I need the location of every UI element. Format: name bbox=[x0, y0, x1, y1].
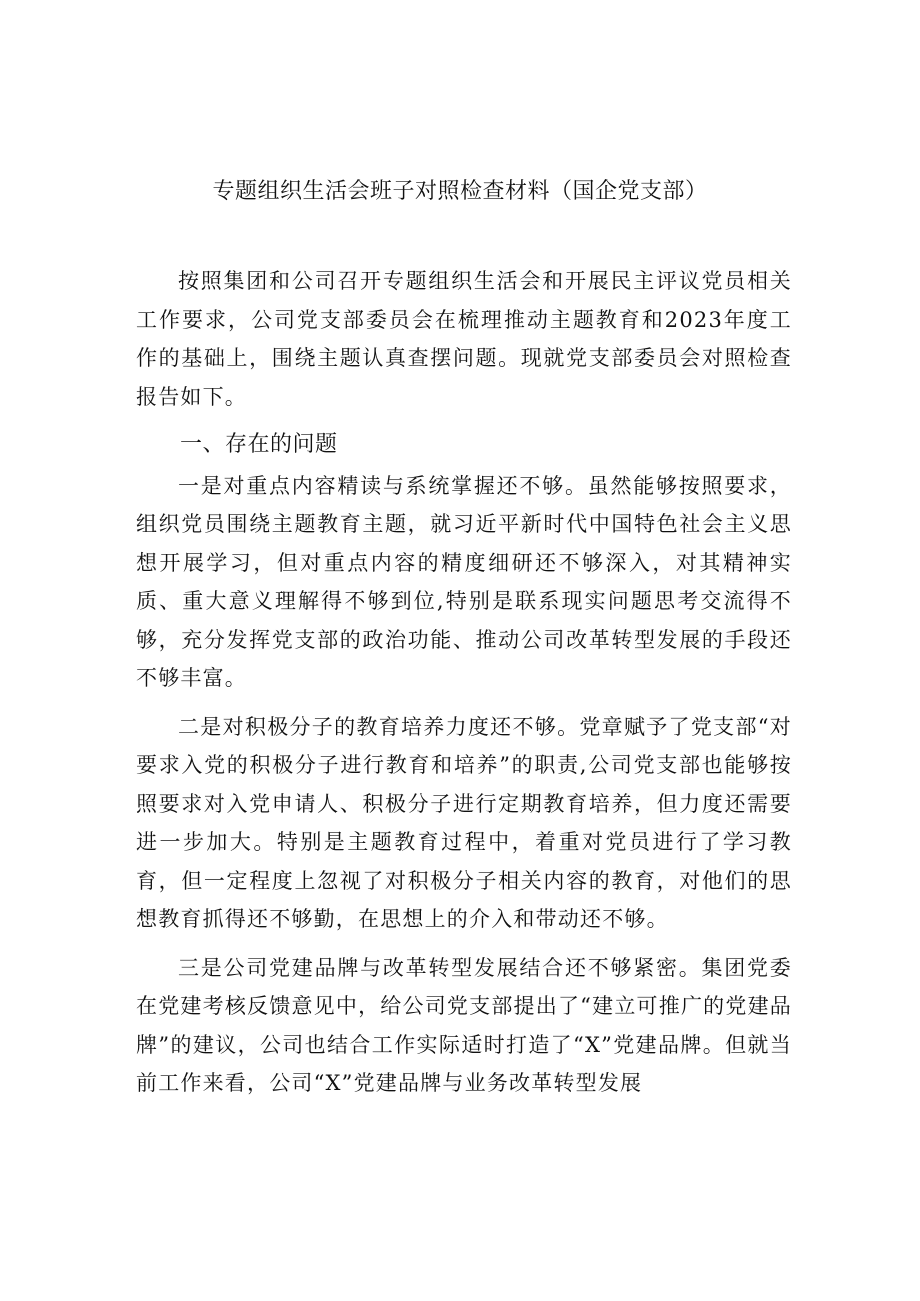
intro-paragraph: 按照集团和公司召开专题组织生活会和开展民主评议党员相关工作要求，公司党支部委员会在梳理推动主题教育和2023年度工作的基础上，围绕主题认真查摆问题。现就党支部委员会对照检查报告如下。 bbox=[136, 269, 792, 409]
problem-paragraph-3: 三是公司党建品牌与改革转型发展结合还不够紧密。集团党委在党建考核反馈意见中，给公司党支部提出了“建立可推广的党建品牌”的建议，公司也结合工作实际适时打造了“X”党建品牌。但就当前工作来看，公司“X”党建品牌与业务改革转型发展 bbox=[136, 955, 792, 1095]
problem-paragraph-2: 二是对积极分子的教育培养力度还不够。党章赋予了党支部“对要求入党的积极分子进行教育和培养”的职责,公司党支部也能够按照要求对入党申请人、积极分子进行定期教育培养，但力度还需要进一步加大。特别是主题教育过程中，着重对党员进行了学习教育，但一定程度上忽视了对积极分子相关内容的教育，对他们的思想教育抓得还不够勤，在思想上的介入和带动还不够。 bbox=[136, 714, 792, 931]
section-heading-problems: 一、存在的问题 bbox=[180, 432, 338, 457]
problem-paragraph-1: 一是对重点内容精读与系统掌握还不够。虽然能够按照要求，组织党员围绕主题教育主题，就习近平新时代中国特色社会主义思想开展学习，但对重点内容的精度细研还不够深入，对其精神实质、重大意义理解得不够到位,特别是联系现实问题思考交流得不够，充分发挥党支部的政治功能、推动公司改革转型发展的手段还不够丰富。 bbox=[136, 473, 792, 690]
document-title: 专题组织生活会班子对照检查材料（国企党支部） bbox=[212, 179, 708, 204]
document-body bbox=[136, 262, 792, 1113]
